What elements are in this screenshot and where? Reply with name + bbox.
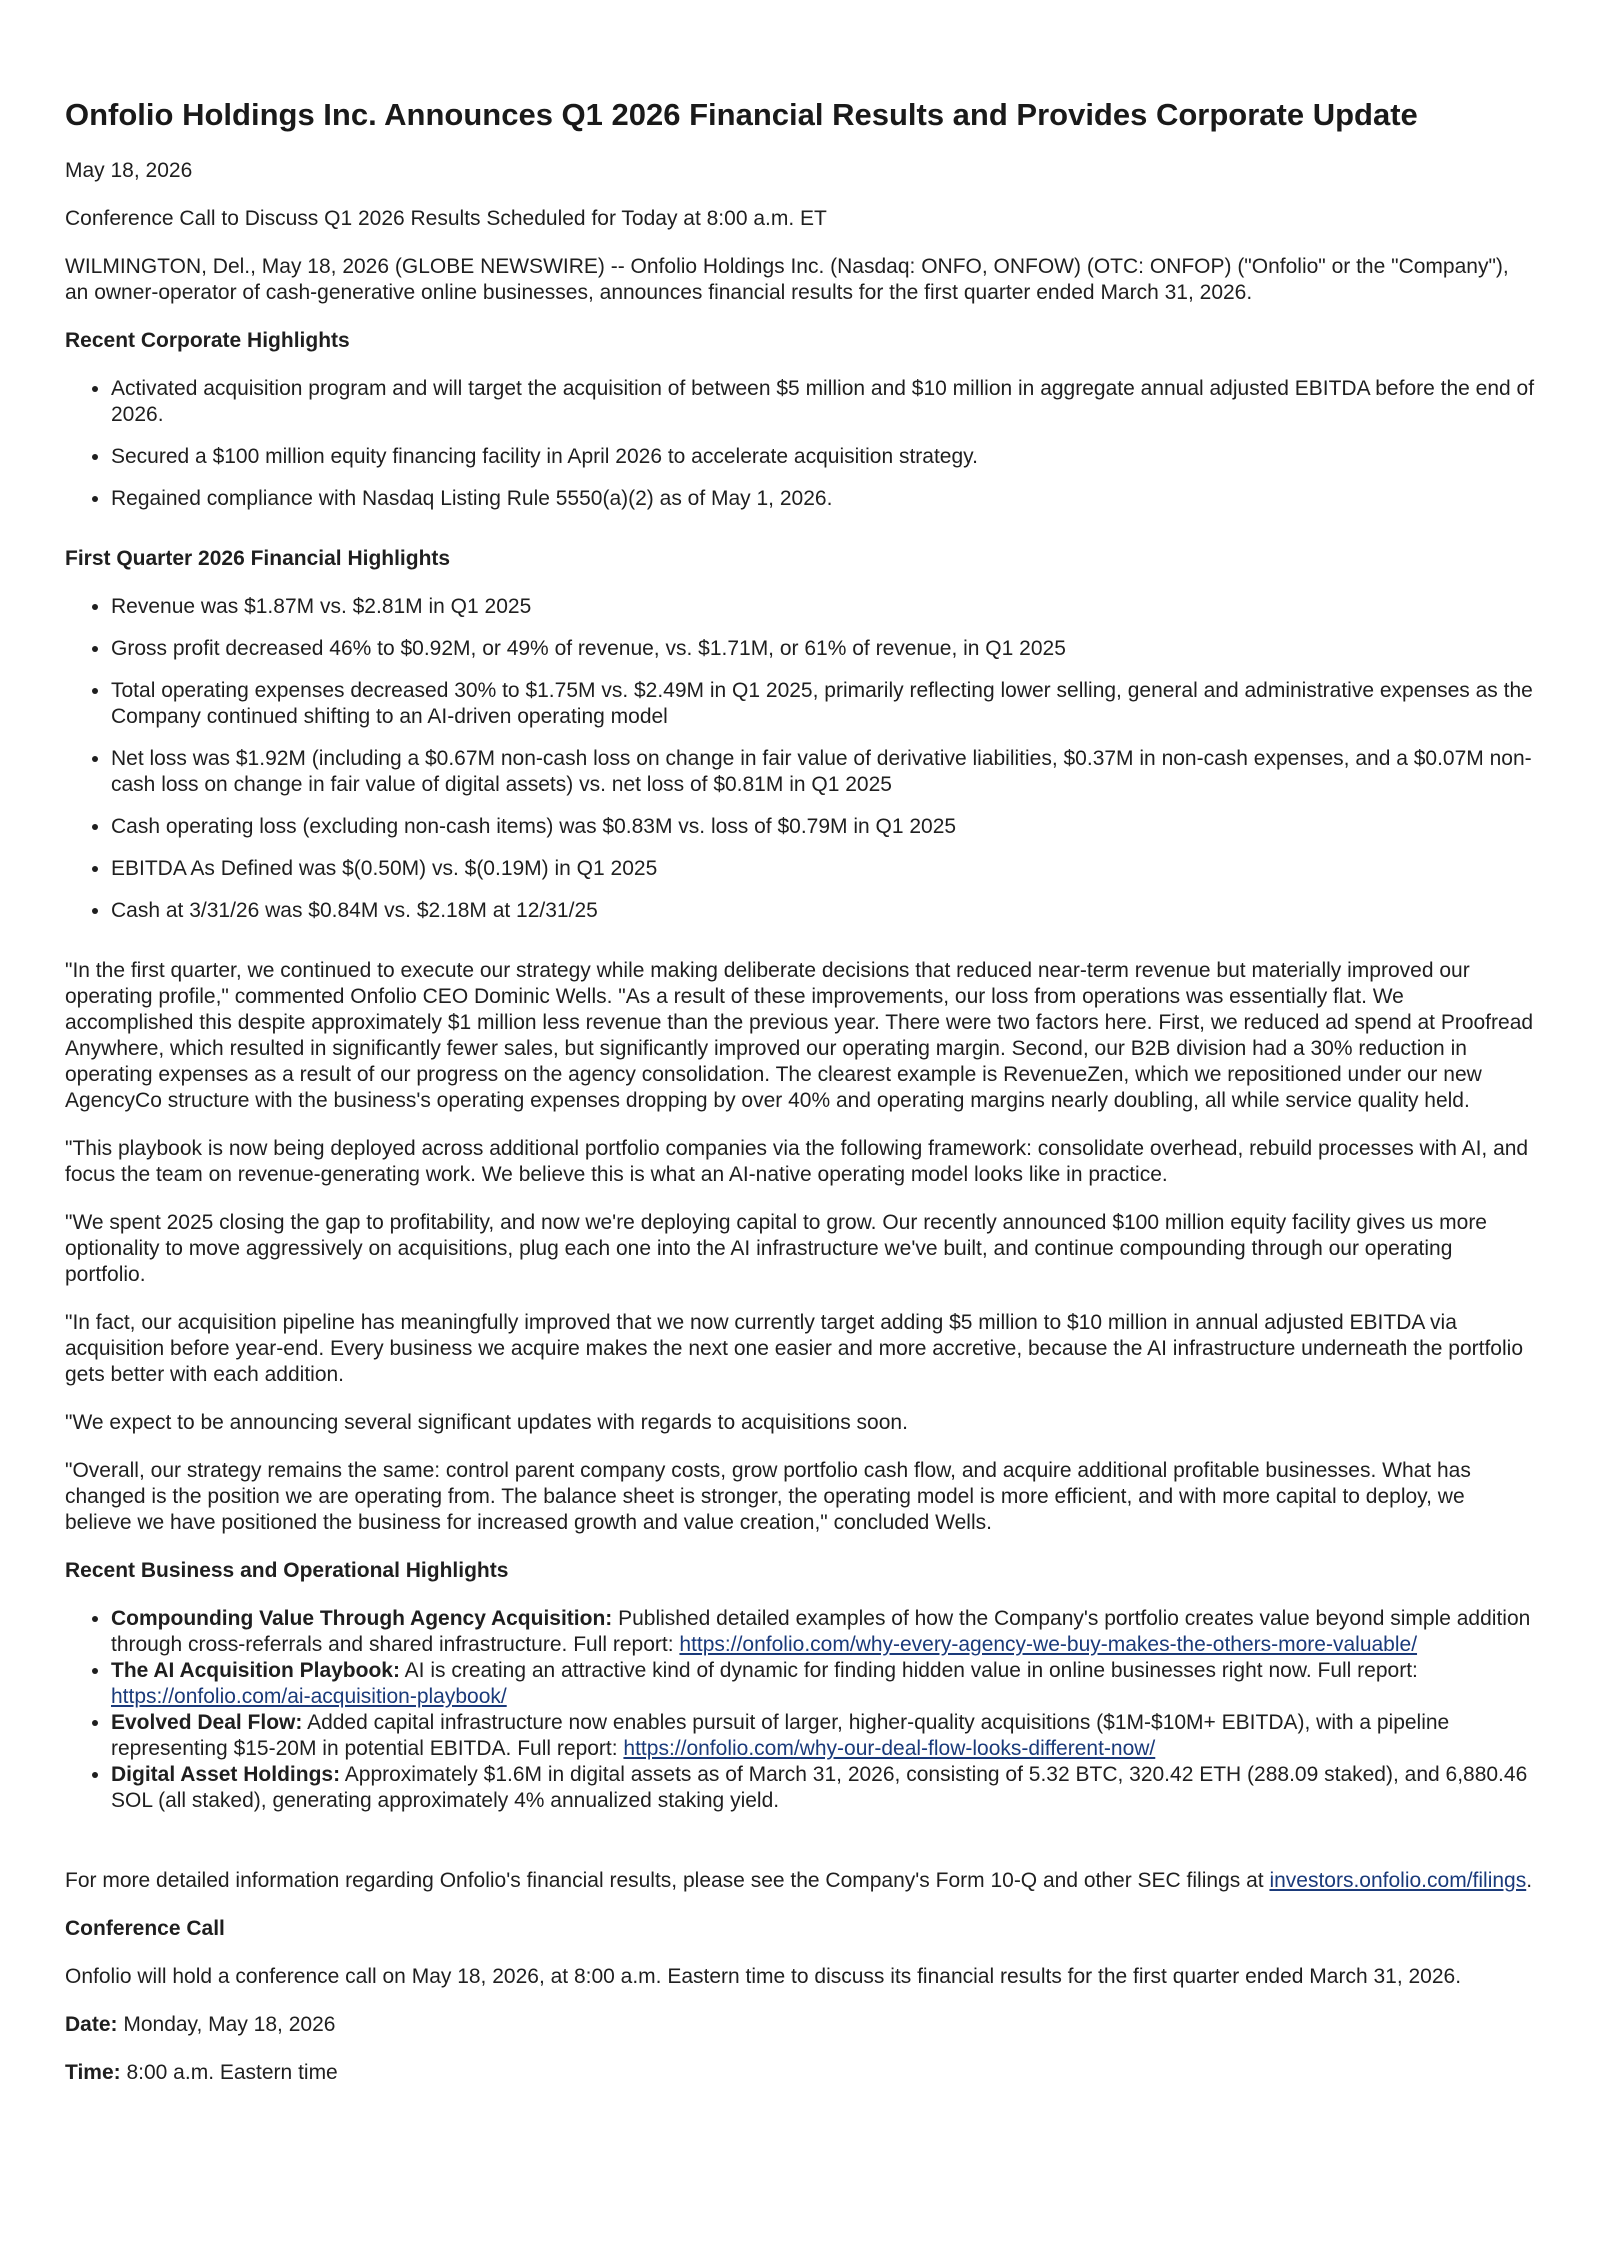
conference-date: Date: Monday, May 18, 2026 [65, 2013, 336, 2036]
corporate-highlights-list [65, 376, 1535, 512]
ceo-quote-paragraph: "In fact, our acquisition pipeline has meaningfully improved that we now currently target adding $5 million to $10 million in annual adjusted EBITDA via acquisition before year-end. Every business we acquire makes the next one easier and more accretive, because the AI infrastructure underneath the portfolio gets better with each addition. [65, 1311, 1523, 1386]
intro-paragraph: WILMINGTON, Del., May 18, 2026 (GLOBE NEWSWIRE) -- Onfolio Holdings Inc. (Nasdaq: ONFO, ONFOW) (OTC: ONFOP) ("Onfolio" or the "Company"), an owner-operator of cash-generative online businesses, announces financial results for the first quarter ended March 31, 2026. [65, 255, 1509, 304]
list-item: • Cash operating loss (excluding non-cash items) was $0.83M vs. loss of $0.79M in Q1 2025 [111, 814, 1535, 840]
list-item [111, 1710, 1535, 1762]
list-item: • Regained compliance with Nasdaq Listing Rule 5550(a)(2) as of May 1, 2026. [111, 486, 1535, 512]
business-highlights-list [65, 1606, 1535, 1814]
ceo-quote-paragraph: "In the first quarter, we continued to execute our strategy while making deliberate decisions that reduced near-term revenue but materially improved our operating profile," commented Onfolio CEO Dominic Wells. "As a result of these improvements, our loss from operations was essentially flat. We accomplished this despite approximately $1 million less revenue than the previous year. There were two factors here. First, we reduced ad spend at Proofread Anywhere, which resulted in significantly fewer sales, but significantly improved our operating margin. Second, our B2B division had a 30% reduction in operating expenses as a result of our progress on the agency consolidation. The clearest example is RevenueZen, which we repositioned under our new AgencyCo structure with the business's operating expenses dropping by over 40% and operating margins nearly doubling, all while service quality held. [65, 959, 1534, 1112]
item-label: Digital Asset Holdings: [111, 1763, 341, 1786]
item-label: Evolved Deal Flow: [111, 1711, 303, 1734]
item-text: Published detailed examples of how the Company's portfolio creates value beyond simple addition through cross-referrals and shared infrastructure. Full report: [111, 1607, 1531, 1656]
list-item: • Gross profit decreased 46% to $0.92M, or 49% of revenue, vs. $1.71M, or 61% of revenue, in Q1 2025 [111, 636, 1535, 662]
list-item: • Net loss was $1.92M (including a $0.67M non-cash loss on change in fair value of derivative liabilities, $0.37M in non-cash expenses, and a $0.07M non-cash loss on change in fair value of digital assets) vs. net loss of $0.81M in Q1 2025 [111, 746, 1535, 798]
item-text: AI is creating an attractive kind of dynamic for finding hidden value in online businesses right now. Full report: [399, 1659, 1418, 1682]
list-item [111, 1606, 1535, 1658]
list-item [111, 1762, 1535, 1814]
financial-highlights-list [65, 594, 1535, 924]
corporate-highlights-heading: Recent Corporate Highlights [65, 329, 350, 352]
business-highlights-heading: Recent Business and Operational Highlights [65, 1559, 509, 1582]
list-item: • EBITDA As Defined was $(0.50M) vs. $(0.19M) in Q1 2025 [111, 856, 1535, 882]
item-label: Compounding Value Through Agency Acquisition: [111, 1607, 613, 1630]
list-item [111, 1658, 1535, 1710]
report-link[interactable]: https://onfolio.com/ai-acquisition-playbook/ [111, 1685, 507, 1708]
release-subtitle: Conference Call to Discuss Q1 2026 Results Scheduled for Today at 8:00 a.m. ET [65, 207, 827, 230]
list-item: • Total operating expenses decreased 30% to $1.75M vs. $2.49M in Q1 2025, primarily reflecting lower selling, general and administrative expenses as the Company continued shifting to an AI-driven operating model [111, 678, 1535, 730]
conference-call-heading: Conference Call [65, 1917, 225, 1940]
report-link[interactable]: https://onfolio.com/why-every-agency-we-buy-makes-the-others-more-valuable/ [679, 1633, 1418, 1656]
list-item: • Cash at 3/31/26 was $0.84M vs. $2.18M at 12/31/25 [111, 898, 1535, 924]
filings-link[interactable]: investors.onfolio.com/filings [1269, 1869, 1527, 1892]
release-date: May 18, 2026 [65, 159, 193, 182]
financial-highlights-heading: First Quarter 2026 Financial Highlights [65, 547, 451, 570]
report-link[interactable]: https://onfolio.com/why-our-deal-flow-looks-different-now/ [623, 1737, 1156, 1760]
conference-call-text: Onfolio will hold a conference call on May 18, 2026, at 8:00 a.m. Eastern time to discuss its financial results for the first quarter ended March 31, 2026. [65, 1965, 1462, 1988]
item-label: The AI Acquisition Playbook: [111, 1659, 400, 1682]
list-item: • Secured a $100 million equity financing facility in April 2026 to accelerate acquisition strategy. [111, 444, 1535, 470]
item-text: Approximately $1.6M in digital assets as of March 31, 2026, consisting of 5.32 BTC, 320.42 ETH (288.09 staked), and 6,880.46 SOL (all staked), generating approximately 4% annualized staking yield. [111, 1763, 1528, 1812]
ceo-quote-paragraph: "This playbook is now being deployed across additional portfolio companies via the following framework: consolidate overhead, rebuild processes with AI, and focus the team on revenue-generating work. We believe this is what an AI-native operating model looks like in practice. [65, 1137, 1529, 1186]
filings-paragraph: For more detailed information regarding Onfolio's financial results, please see the Company's Form 10-Q and other SEC filings at investors.onfolio.com/filings. [65, 1869, 1533, 1892]
list-item: • Activated acquisition program and will target the acquisition of between $5 million and $10 million in aggregate annual adjusted EBITDA before the end of 2026. [111, 376, 1535, 428]
list-item: • Revenue was $1.87M vs. $2.81M in Q1 2025 [111, 594, 1535, 620]
ceo-quote-paragraph: "We spent 2025 closing the gap to profitability, and now we're deploying capital to grow. Our recently announced $100 million equity facility gives us more optionality to move aggressively on acquisitions, plug each one into the AI infrastructure we've built, and continue compounding through our operating portfolio. [65, 1211, 1487, 1286]
ceo-quote-paragraph: "We expect to be announcing several significant updates with regards to acquisitions soon. [65, 1411, 908, 1434]
ceo-quote-paragraph: "Overall, our strategy remains the same: control parent company costs, grow portfolio cash flow, and acquire additional profitable businesses. What has changed is the position we are operating from. The balance sheet is stronger, the operating model is more efficient, and with more capital to deploy, we believe we have positioned the business for increased growth and value creation," concluded Wells. [65, 1459, 1471, 1534]
conference-time: Time: 8:00 a.m. Eastern time [65, 2061, 338, 2084]
page-title: Onfolio Holdings Inc. Announces Q1 2026 Financial Results and Provides Corporate Update [65, 97, 1418, 132]
item-text: Added capital infrastructure now enables pursuit of larger, higher-quality acquisitions ($1M-$10M+ EBITDA), with a pipeline representing $15-20M in potential EBITDA. Full report: [111, 1711, 1450, 1760]
